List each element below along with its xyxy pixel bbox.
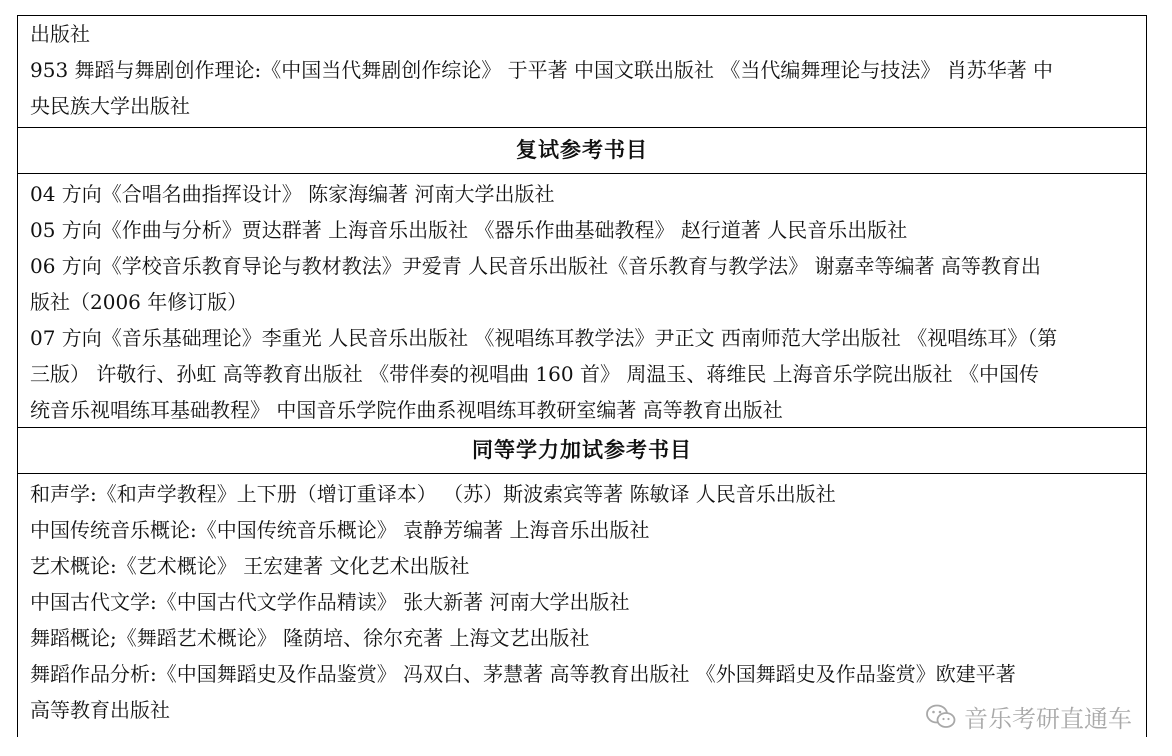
text-line: 高等教育出版社	[30, 698, 170, 722]
text-line: 和声学:《和声学教程》上下册（增订重译本） （苏）斯波索宾等著 陈敏译 人民音乐出版社	[30, 482, 836, 506]
text-line: 05 方向《作曲与分析》贾达群著 上海音乐出版社 《器乐作曲基础教程》 赵行道著 人民音乐出版社	[30, 218, 908, 242]
text-line: 04 方向《合唱名曲指挥设计》 陈家海编著 河南大学出版社	[30, 182, 555, 206]
text-line: 出版社	[30, 22, 90, 46]
text-line: 中国传统音乐概论:《中国传统音乐概论》 袁静芳编著 上海音乐出版社	[30, 518, 650, 542]
equivalent-section-body	[18, 474, 1146, 728]
watermark	[926, 699, 1132, 734]
text-line: 07 方向《音乐基础理论》李重光 人民音乐出版社 《视唱练耳教学法》尹正文 西南师范大学出版社 《视唱练耳》（第	[30, 326, 1058, 350]
text-line: 艺术概论:《艺术概论》 王宏建著 文化艺术出版社	[30, 554, 470, 578]
text-line: 三版） 许敬行、孙虹 高等教育出版社 《带伴奏的视唱曲 160 首》 周温玉、蒋维民 上海音乐学院出版社 《中国传	[30, 362, 1040, 386]
text-line: 953 舞蹈与舞剧创作理论:《中国当代舞剧创作综论》 于平著 中国文联出版社 《当代编舞理论与技法》 肖苏华著 中	[30, 58, 1054, 82]
text-line: 版社（2006 年修订版）	[30, 290, 248, 314]
text-line: 央民族大学出版社	[30, 94, 190, 118]
top-text-block	[18, 16, 1146, 128]
text-line: 舞蹈概论;《舞蹈艺术概论》 隆荫培、徐尔充著 上海文艺出版社	[30, 626, 590, 650]
text-line: 舞蹈作品分析:《中国舞蹈史及作品鉴赏》 冯双白、茅慧著 高等教育出版社 《外国舞蹈史及作品鉴赏》欧建平著	[30, 662, 1016, 686]
retest-section-body	[18, 174, 1146, 428]
text-line: 中国古代文学:《中国古代文学作品精读》 张大新著 河南大学出版社	[30, 590, 630, 614]
text-line: 06 方向《学校音乐教育导论与教材教法》尹爱青 人民音乐出版社《音乐教育与教学法》 谢嘉幸等编著 高等教育出	[30, 254, 1041, 278]
reference-book-table	[17, 15, 1147, 737]
equivalent-section-header: 同等学力加试参考书目	[18, 428, 1146, 474]
text-line: 统音乐视唱练耳基础教程》 中国音乐学院作曲系视唱练耳教研室编著 高等教育出版社	[30, 398, 783, 422]
watermark-text: 音乐考研直通车	[964, 705, 1132, 733]
retest-section-header: 复试参考书目	[18, 128, 1146, 174]
wechat-icon	[926, 704, 956, 730]
